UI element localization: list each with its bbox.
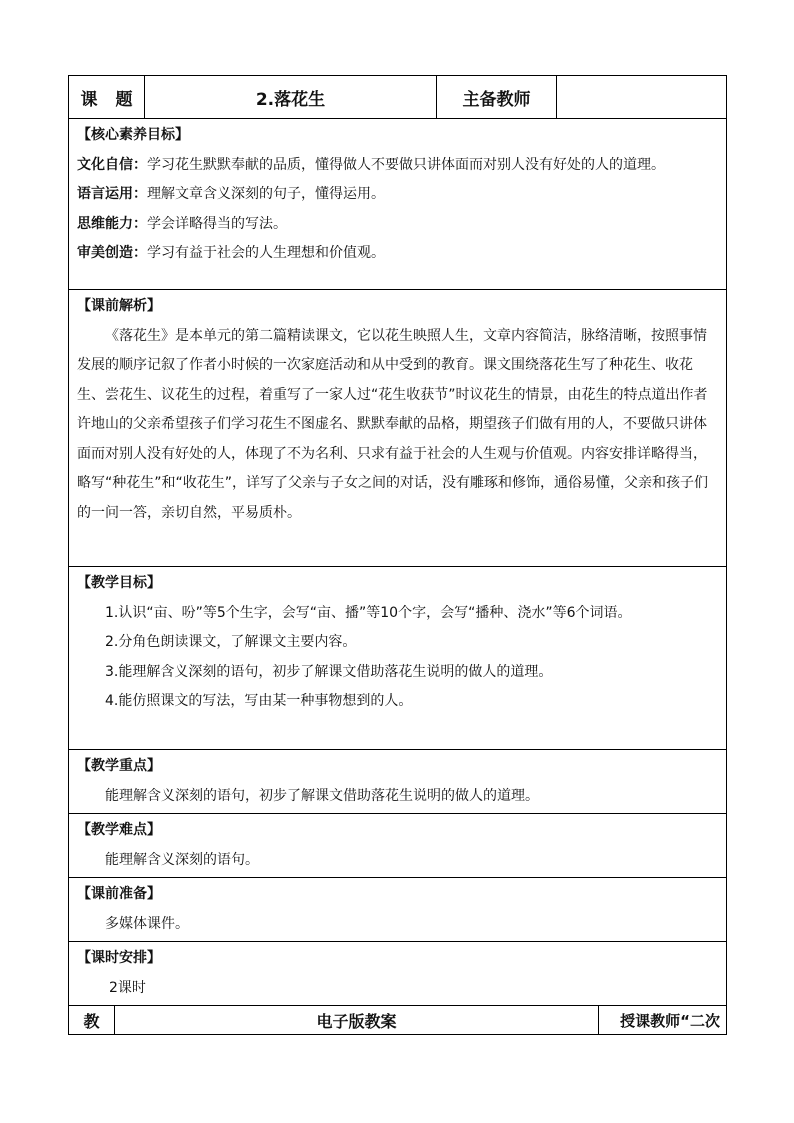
schedule-text: 2课时 [109, 979, 146, 996]
schedule-heading: 【课时安排】 [77, 950, 161, 966]
teaching-goals-section [69, 567, 727, 750]
preparation-section [69, 878, 727, 942]
difficulties-section [69, 814, 727, 878]
footer-middle: 电子版教案 [115, 1006, 599, 1035]
core-goal-item: 文化自信：学习花生默默奉献的品质，懂得做人不要做只讲体面而对别人没有好处的人的道理。 [77, 156, 665, 173]
schedule-section [69, 942, 727, 1006]
preparation-heading: 【课前准备】 [77, 886, 161, 902]
core-goals-heading: 【核心素养目标】 [77, 127, 189, 143]
key-points-text: 能理解含义深刻的语句，初步了解课文借助落花生说明的做人的道理。 [105, 787, 539, 804]
footer-left: 教 [69, 1006, 115, 1035]
teacher-value [557, 76, 727, 119]
core-goals-section [69, 119, 727, 290]
teaching-goals-row [69, 567, 727, 750]
core-goal-item: 语言运用：理解文章含义深刻的句子，懂得运用。 [77, 186, 385, 202]
preparation-row [69, 878, 727, 942]
teaching-goal-item: 2.分角色朗读课文，了解课文主要内容。 [105, 634, 357, 650]
topic-label-char-2: 题 [115, 89, 133, 110]
header-row [69, 76, 727, 119]
footer-right: 授课教师“二次 [599, 1006, 727, 1035]
difficulties-text: 能理解含义深刻的语句。 [105, 851, 259, 868]
pre-analysis-row [69, 290, 727, 567]
key-points-section [69, 750, 727, 814]
topic-label [69, 76, 145, 119]
pre-analysis-text: 《落花生》是本单元的第二篇精读课文，它以花生映照人生，文章内容简洁，脉络清晰，按照事情发展的顺序记叙了作者小时候的一次家庭活动和从中受到的教育。课文围绕落花生写了种花生、收花生、尝花生、议花生的过程，着重写了一家人过“花生收获节”时议花生的情景，由花生的特点道出作者许地山的父亲希望孩子们学习花生不图虚名、默默奉献的品格，期望孩子们做有用的人，不要做只讲体面而对别人没有好处的人，体现了不为名利、只求有益于社会的人生观与价值观。内容安排详略得当，略写“种花生”和“收花生”，详写了父亲与子女之间的对话，没有雕琢和修饰，通俗易懂，父亲和孩子们的一问一答，亲切自然，平易质朴。 [77, 327, 709, 521]
core-goals-row [69, 119, 727, 290]
key-points-row [69, 750, 727, 814]
teacher-label: 主备教师 [437, 76, 557, 119]
lesson-plan-table [68, 75, 727, 1006]
lesson-plan [68, 75, 726, 1035]
difficulties-heading: 【教学难点】 [77, 822, 161, 838]
core-goal-item: 审美创造：学习有益于社会的人生理想和价值观。 [77, 245, 385, 261]
preparation-text: 多媒体课件。 [105, 915, 189, 932]
footer-row [69, 1006, 727, 1035]
core-goal-item: 思维能力：学会详略得当的写法。 [77, 215, 287, 232]
footer-table [68, 1005, 727, 1035]
topic-label-char-1: 课 [80, 89, 98, 110]
schedule-row [69, 942, 727, 1006]
lesson-title: 2.落花生 [145, 76, 437, 119]
teaching-goal-item: 1.认识“亩、吩”等5个生字，会写“亩、播”等10个字，会写“播种、浇水”等6个词语。 [105, 604, 632, 621]
pre-analysis-heading: 【课前解析】 [77, 298, 161, 314]
teaching-goals-heading: 【教学目标】 [77, 575, 161, 591]
key-points-heading: 【教学重点】 [77, 758, 161, 774]
pre-analysis-section [69, 290, 727, 567]
teaching-goal-item: 3.能理解含义深刻的语句，初步了解课文借助落花生说明的做人的道理。 [105, 663, 553, 680]
teaching-goal-item: 4.能仿照课文的写法，写由某一种事物想到的人。 [105, 693, 413, 709]
difficulties-row [69, 814, 727, 878]
